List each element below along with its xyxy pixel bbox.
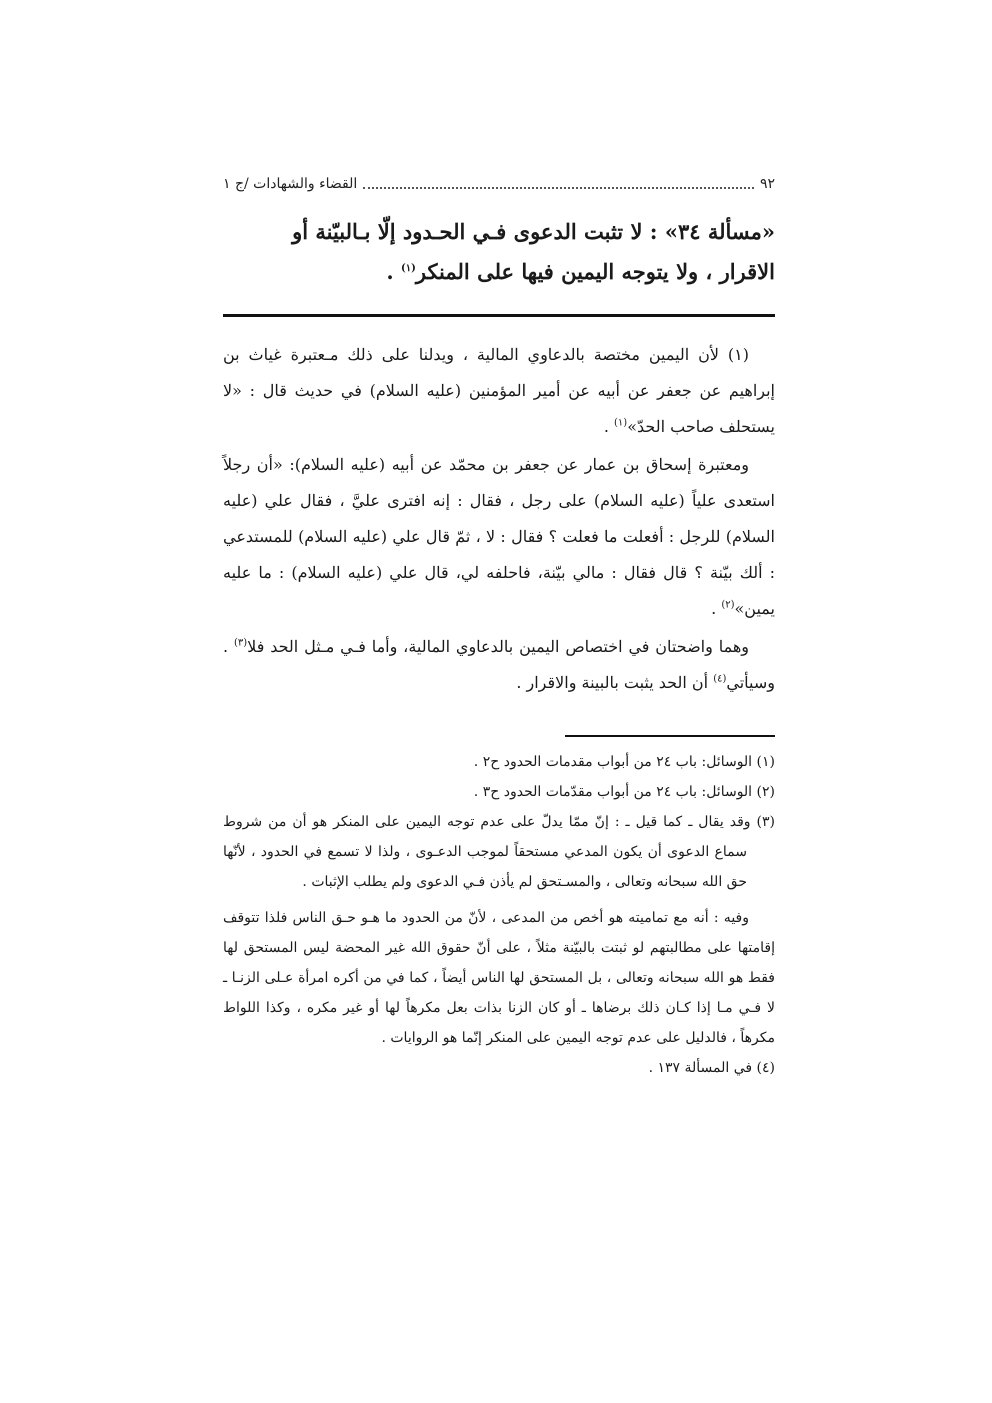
paragraph-3-text-3: أن الحد يثبت بالبينة والاقرار . [516, 673, 714, 692]
book-title: القضاء والشهادات /ج ١ [223, 176, 358, 192]
paragraph-1-ref: (١) [614, 417, 628, 429]
paragraph-2-ref: (٢) [721, 599, 735, 611]
heading-line-2 [223, 252, 775, 292]
heading-line-1: «مسألة ٣٤» : لا تثبت الدعوى فـي الحـدود إلّا بـالبيّنة أو [292, 219, 775, 244]
commentary-paragraph-2 [223, 447, 775, 627]
paragraph-2-text: ومعتبرة إسحاق بن عمار عن جعفر بن محمّد عن أبيه (عليه السلام): «أن رجلاً استعدى علياً (عليه السلام) على رجل ، فقال : إنه افترى عليَّ ، فقال علي (عليه السلام) للرجل : أفعلت ما فعلت ؟ فقال : لا ، ثمّ قال علي (عليه السلام) للمستدعي : ألك بيّنة ؟ قال فقال : مالي بيّنة، فاحلفه لي، قال علي (عليه السلام) : ما عليه يمين» [223, 455, 775, 618]
issue-heading [223, 212, 775, 292]
paragraph-3-text-2: . وسيأتي [223, 637, 775, 692]
footnote-3-continuation: وفيه : أنه مع تماميته هو أخص من المدعى ، لأنّ من الحدود ما هـو حـق الناس فلذا تتوقف إقامتها على مطالبتهم لو ثبتت بالبيّنة مثلاً ، على أنّ حقوق الله غير المحضة ليس المستحق لها فقط هو الله سبحانه وتعالى ، بل المستحق لها الناس أيضاً ، كما في من أكره امرأة عـلى الزنـا ـ لا فـي مـا إذا كـان ذلك برضاها ـ أو كان الزنا بذات بعل مكرهاً لها أو غير مكره ، وكذا اللواط مكرهاً ، فالدليل على عدم توجه اليمين على المنكر إنّما هو الروايات . [223, 910, 776, 1046]
footnote-divider [565, 735, 775, 737]
footnote-1: (١) الوسائل: باب ٢٤ من أبواب مقدمات الحدود ح٢ . [473, 754, 775, 770]
paragraph-2-end: . [711, 599, 722, 618]
paragraph-3-ref-2: (٤) [713, 673, 727, 685]
page-number: ٩٢ [759, 176, 775, 192]
heading-end: . [386, 259, 402, 284]
commentary [223, 337, 775, 701]
heading-divider [223, 314, 775, 317]
footnote-3: (٣) وقد يقال ـ كما قيل ـ : إنّ ممّا يدلّ على عدم توجه اليمين على المنكر هو أن من شروط سماع الدعوى أن يكون المدعي مستحقاً لموجب الدعـوى ، ولذا لا تسمع في الحدود ، لأنّها حق الله سبحانه وتعالى ، والمسـتحق لم يأذن فـي الدعوى ولم يطلب الإثبات . [223, 814, 775, 890]
running-head [223, 170, 775, 198]
commentary-paragraph-1 [223, 337, 775, 445]
footnotes [223, 747, 775, 1083]
footnote-2: (٢) الوسائل: باب ٢٤ من أبواب مقدّمات الحدود ح٣ . [473, 784, 775, 800]
document-page [223, 170, 775, 1083]
paragraph-3-ref-1: (٣) [233, 637, 248, 649]
leader-dots [363, 187, 754, 189]
footnote-4: (٤) في المسألة ١٣٧ . [648, 1060, 775, 1076]
paragraph-1-end: . [603, 417, 614, 436]
commentary-paragraph-3 [223, 629, 775, 701]
paragraph-1-text: (١) لأن اليمين مختصة بالدعاوي المالية ، ويدلنا على ذلك مـعتبرة غياث بن إبراهيم عن جعفر عن أبيه عن أمير المؤمنين (عليه السلام) في حديث قال : «لا يستحلف صاحب الحدّ» [223, 345, 775, 436]
heading-note-ref: (١) [401, 263, 416, 274]
paragraph-3-text-1: وهما واضحتان في اختصاص اليمين بالدعاوي المالية، وأما فـي مـثل الحد فلا [247, 637, 749, 656]
heading-line-2-text: الاقرار ، ولا يتوجه اليمين فيها على المنكر [415, 259, 775, 284]
